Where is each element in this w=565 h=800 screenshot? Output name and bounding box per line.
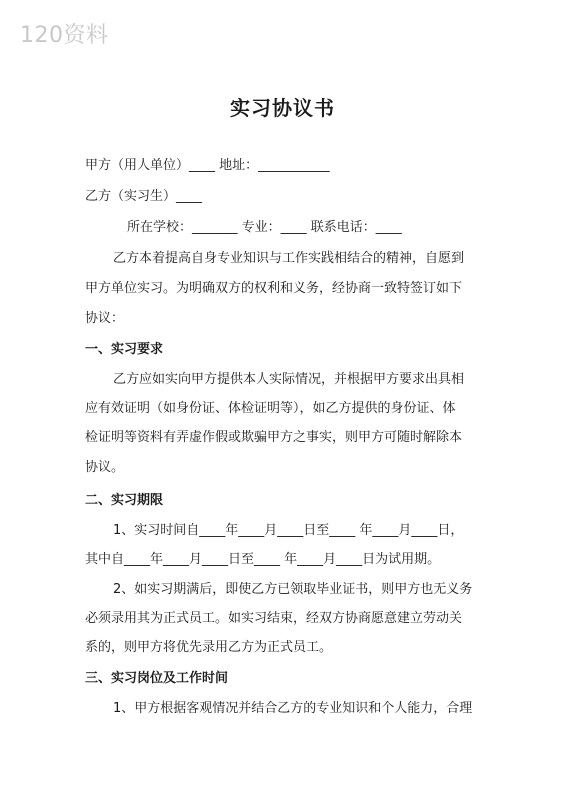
intro-line: 乙方本着提高自身专业知识与工作实践相结合的精神，自愿到 bbox=[113, 251, 465, 266]
section-line: 1、实习时间自____年____月____日至____ 年____月____日， bbox=[113, 523, 464, 538]
party-a-line: 甲方（用人单位）____ 地址：___________ bbox=[85, 158, 330, 173]
section-line: 必须录用其为正式员工。如实习结束，经双方协商愿意建立劳动关 bbox=[85, 611, 463, 626]
section-heading: 二、实习期限 bbox=[85, 493, 164, 508]
intro-line: 协议： bbox=[85, 311, 125, 326]
section-line: 1、甲方根据客观情况并结合乙方的专业知识和个人能力，合理 bbox=[113, 701, 473, 716]
section-line: 乙方应如实向甲方提供本人实际情况，并根据甲方要求出具相 bbox=[113, 372, 465, 387]
section-line: 系的，则甲方将优先录用乙方为正式员工。 bbox=[85, 640, 333, 655]
section-heading: 一、实习要求 bbox=[85, 342, 164, 357]
party-b-line: 乙方（实习生）____ bbox=[85, 189, 203, 204]
document-title: 实习协议书 bbox=[230, 96, 335, 120]
section-line: 应有效证明（如身份证、体检证明等），如乙方提供的身份证、体 bbox=[85, 401, 456, 416]
intro-line: 甲方单位实习。为明确双方的权利和义务，经协商一致特签订如下 bbox=[85, 281, 463, 296]
section-line: 协议。 bbox=[85, 460, 125, 475]
watermark-logo: 120资料 bbox=[20, 23, 109, 48]
section-line: 检证明等资料有弄虚作假或欺骗甲方之事实，则甲方可随时解除本 bbox=[85, 430, 463, 445]
section-line: 2、如实习期满后，即使乙方已领取毕业证书，则甲方也无义务 bbox=[113, 582, 473, 597]
section-heading: 三、实习岗位及工作时间 bbox=[85, 671, 229, 686]
school-line: 所在学校：_______ 专业：____ 联系电话：____ bbox=[127, 220, 402, 235]
section-line: 其中自____年____月____日至____ 年____月____日为试用期。 bbox=[85, 552, 441, 567]
